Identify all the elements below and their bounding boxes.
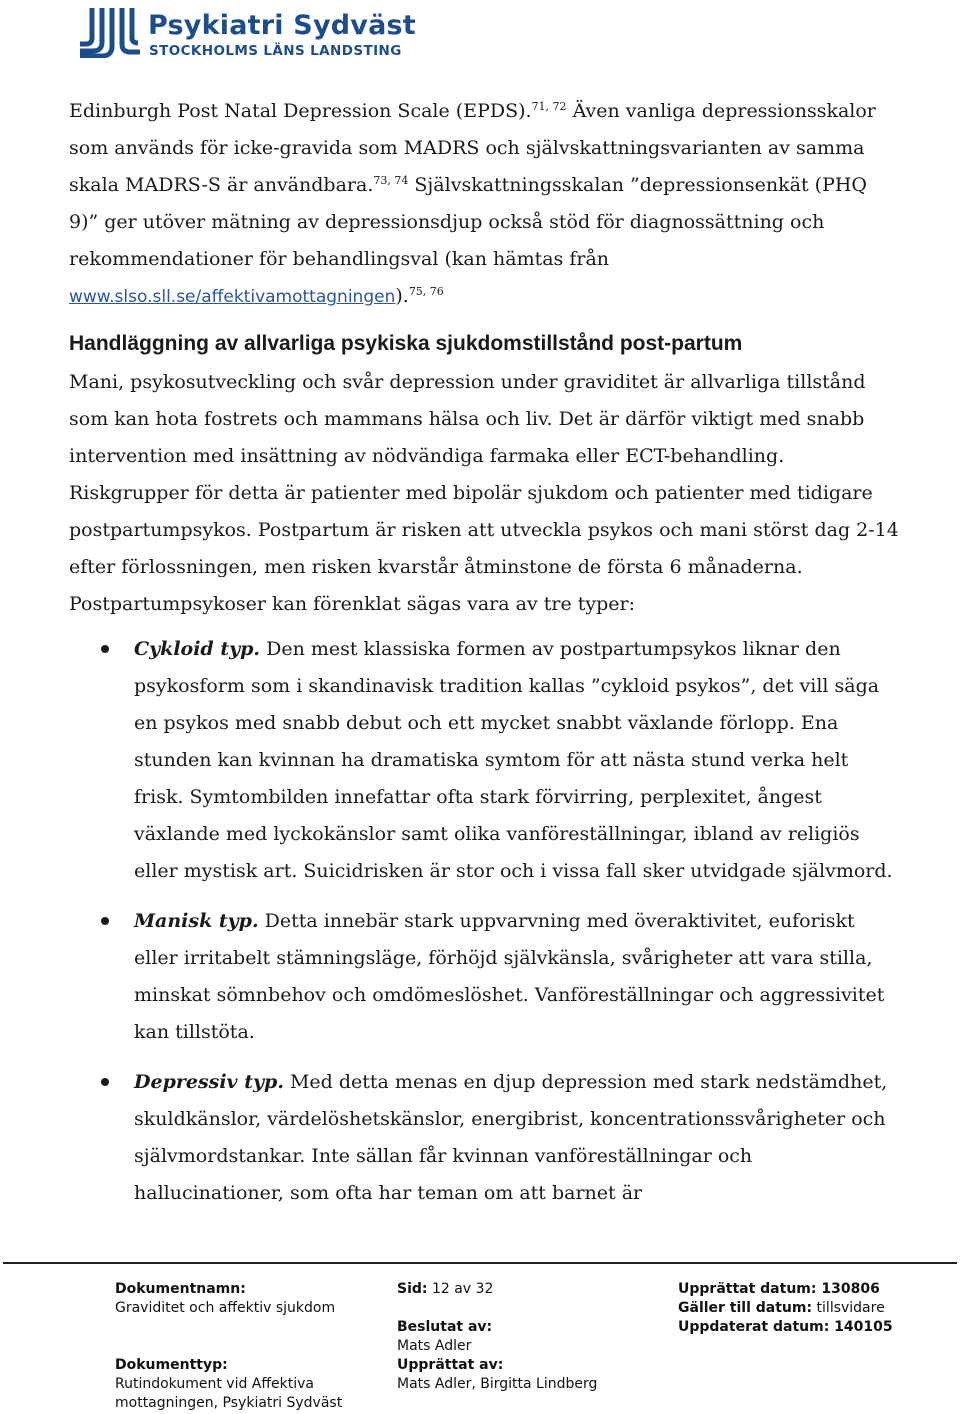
- list-item-term: Manisk typ.: [134, 910, 259, 932]
- created-by-label: Upprättat av:: [397, 1357, 504, 1373]
- decided-by-label: Beslutat av:: [397, 1319, 493, 1335]
- section-paragraph: Mani, psykosutveckling och svår depression under graviditet är allvarliga tillstånd som kan hota fostrets och mammans hälsa och liv. Det är därför viktigt med snabb intervention med insättning av nödvändiga farmaka eller ECT-behandling. Riskgrupper för detta är patienter med bipolär sjukdom och patienter med tidigare postpartumpsykos. Postpartum är risken att utveckla psykos och mani störst dag 2-14 efter förlossningen, men risken kvarstår åtminstone de första 6 månaderna. Postpartumpsykoser kan förenklat sägas vara av tre typer:: [69, 371, 899, 615]
- doc-type-value-line-2: mottagningen, Psykiatri Sydväst: [115, 1395, 343, 1411]
- doc-name-label: Dokumentnamn:: [115, 1281, 246, 1297]
- bullet-icon: [101, 1078, 109, 1086]
- valid-until: Gäller till datum: tillsvidare: [678, 1300, 885, 1316]
- decided-by-value: Mats Adler: [397, 1338, 472, 1354]
- doc-type-label: Dokumenttyp:: [115, 1357, 228, 1373]
- footnote-ref: 73, 74: [373, 174, 409, 187]
- list-item-text: Detta innebär stark uppvarvning med överaktivitet, euforiskt eller irritabelt stämningsläge, förhöjd självkänsla, svårigheter att vara stilla, minskat sömnbehov och omdömeslöshet. Vanföreställningar och aggressivitet kan tillstöta.: [134, 910, 885, 1043]
- doc-name-value: Graviditet och affektiv sjukdom: [115, 1300, 336, 1316]
- psychosis-types-list: [69, 631, 899, 1212]
- intro-text-3: Självskattningsskalan ”depressionsenkät (PHQ 9)” ger utöver mätning av depressionsdjup också stöd för diagnossättning och rekommendationer för behandlingsval (kan hämtas från: [69, 174, 867, 270]
- list-item: [69, 631, 899, 890]
- document-body: [69, 93, 899, 1225]
- footnote-ref: 75, 76: [408, 285, 444, 298]
- footnote-ref: 71, 72: [531, 100, 567, 113]
- list-item: [69, 903, 899, 1051]
- bullet-icon: [101, 917, 109, 925]
- psykiatri-sydvast-logo-icon: [78, 6, 142, 58]
- list-item-term: Cykloid typ.: [134, 638, 261, 660]
- created-date: Upprättat datum: 130806: [678, 1281, 880, 1297]
- bullet-icon: [101, 645, 109, 653]
- list-item-text: Den mest klassiska formen av postpartumpsykos liknar den psykosform som i skandinavisk tradition kallas ”cykloid psykos”, det vill säga en psykos med snabb debut och ett mycket snabbt växlande förlopp. Ena stunden kan kvinnan ha dramatiska symtom för att nästa stund verka helt frisk. Symtombilden innefattar ofta stark förvirring, perplexitet, ångest växlande med lyckokänslor samt olika vanföreställningar, ibland av religiös eller mystisk art. Suicidrisken är stor och i vissa fall sker utvidgade självmord.: [134, 638, 893, 882]
- intro-paragraph: [69, 93, 899, 316]
- brand-name: Psykiatri Sydväst: [148, 10, 416, 41]
- section-heading: Handläggning av allvarliga psykiska sjukdomstillstånd post-partum: [69, 332, 743, 355]
- footer-divider: [3, 1262, 957, 1264]
- brand-subtitle: STOCKHOLMS LÄNS LANDSTING: [149, 43, 402, 59]
- list-item: [69, 1064, 899, 1212]
- list-item-text: Med detta menas en djup depression med stark nedstämdhet, skuldkänslor, värdelöshetskänslor, energibrist, koncentrationssvårigheter och självmordstankar. Inte sällan får kvinnan vanföreställningar och hallucinationer, som ofta har teman om att barnet är: [134, 1071, 888, 1204]
- intro-text-1: Edinburgh Post Natal Depression Scale (EPDS).: [69, 100, 532, 122]
- footer-col-document: [115, 1280, 342, 1413]
- footer-col-dates: [678, 1280, 893, 1337]
- affektiva-mottagningen-link[interactable]: www.slso.sll.se/affektivamottagningen: [69, 287, 396, 307]
- document-footer: [0, 1280, 960, 1414]
- created-by-value: Mats Adler, Birgitta Lindberg: [397, 1376, 598, 1392]
- page-number: Sid: 12 av 32: [397, 1281, 494, 1297]
- list-item-term: Depressiv typ.: [134, 1071, 284, 1093]
- intro-text-2: Även vanliga depressionsskalor som används för icke-gravida som MADRS och självskattningsvarianten av samma skala MADRS-S är användbara.: [69, 100, 876, 196]
- doc-type-value-line-1: Rutindokument vid Affektiva: [115, 1376, 314, 1392]
- intro-text-4: ).: [395, 285, 409, 307]
- updated-date: Uppdaterat datum: 140105: [678, 1319, 893, 1335]
- footer-col-approval: [397, 1280, 597, 1394]
